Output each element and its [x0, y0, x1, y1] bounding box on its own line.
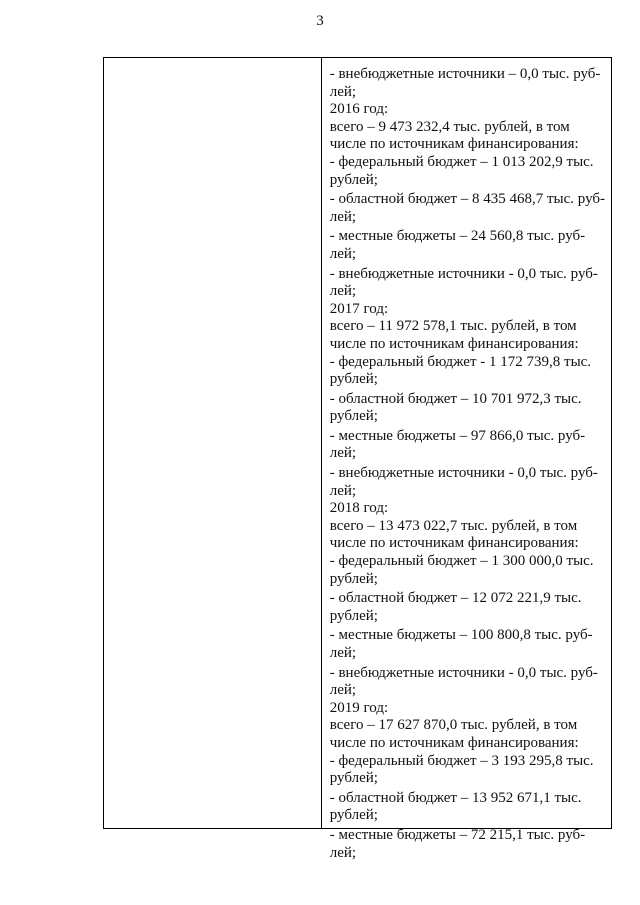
text-line: всего – 13 473 022,7 тыс. рублей, в том: [329, 517, 578, 534]
text-line: - внебюджетные источники - 0,0 тыс. руб-: [329, 265, 598, 282]
text-line: - федеральный бюджет – 3 193 295,8 тыс.: [329, 752, 594, 769]
text-line: - областной бюджет – 12 072 221,9 тыс.: [329, 590, 582, 607]
text-line: - местные бюджеты – 100 800,8 тыс. руб-: [329, 627, 593, 644]
text-line: 2018 год:: [329, 500, 389, 517]
text-line: - областной бюджет – 13 952 671,1 тыс.: [329, 789, 582, 806]
text-line: рублей;: [329, 371, 378, 388]
text-line: лей;: [329, 83, 357, 100]
text-line: всего – 17 627 870,0 тыс. рублей, в том: [329, 717, 578, 734]
text-line: - областной бюджет – 8 435 468,7 тыс. руб-: [329, 191, 605, 208]
text-line: - местные бюджеты – 24 560,8 тыс. руб-: [329, 228, 586, 245]
text-line: - местные бюджеты – 97 866,0 тыс. руб-: [329, 427, 586, 444]
text-line: лей;: [329, 445, 357, 462]
text-line: 2017 год:: [329, 300, 389, 317]
text-line: лей;: [329, 645, 357, 661]
text-line: 2016 год:: [329, 101, 389, 118]
text-line: числе по источникам финансирования:: [329, 535, 579, 552]
text-line: - внебюджетные источники - 0,0 тыс. руб-: [329, 664, 598, 681]
text-line: - областной бюджет – 10 701 972,3 тыс.: [329, 390, 582, 407]
text-line: всего – 9 473 232,4 тыс. рублей, в том: [329, 118, 570, 135]
text-line: рублей;: [329, 171, 378, 188]
table-right-cell: [322, 58, 611, 861]
financing-table: [103, 57, 612, 861]
text-line: числе по источникам финансирования:: [329, 734, 579, 751]
text-line: - федеральный бюджет – 1 300 000,0 тыс.: [329, 553, 594, 570]
text-line: числе по источникам финансирования:: [329, 136, 579, 153]
text-line: лей;: [329, 844, 357, 861]
text-line: лей;: [329, 245, 357, 262]
page-number: 3: [316, 13, 324, 29]
text-line: - федеральный бюджет – 1 013 202,9 тыс.: [329, 153, 594, 170]
text-line: 2019 год:: [329, 699, 389, 716]
text-line: лей;: [329, 283, 357, 300]
text-line: - местные бюджеты – 72 215,1 тыс. руб-: [329, 826, 586, 843]
text-line: - внебюджетные источники - 0,0 тыс. руб-: [329, 465, 598, 482]
text-line: рублей;: [329, 770, 378, 787]
table-left-cell: [104, 58, 322, 828]
text-line: лей;: [329, 482, 357, 499]
text-line: лей;: [329, 208, 357, 225]
text-line: числе по источникам финансирования:: [329, 335, 579, 352]
text-line: - внебюджетные источники – 0,0 тыс. руб-: [329, 66, 601, 82]
text-line: рублей;: [329, 807, 378, 824]
text-line: рублей;: [329, 607, 378, 624]
text-line: рублей;: [329, 408, 378, 425]
text-line: - федеральный бюджет - 1 172 739,8 тыс.: [329, 353, 592, 370]
text-line: лей;: [329, 682, 357, 699]
text-line: всего – 11 972 578,1 тыс. рублей, в том: [329, 318, 577, 335]
text-line: рублей;: [329, 570, 378, 587]
